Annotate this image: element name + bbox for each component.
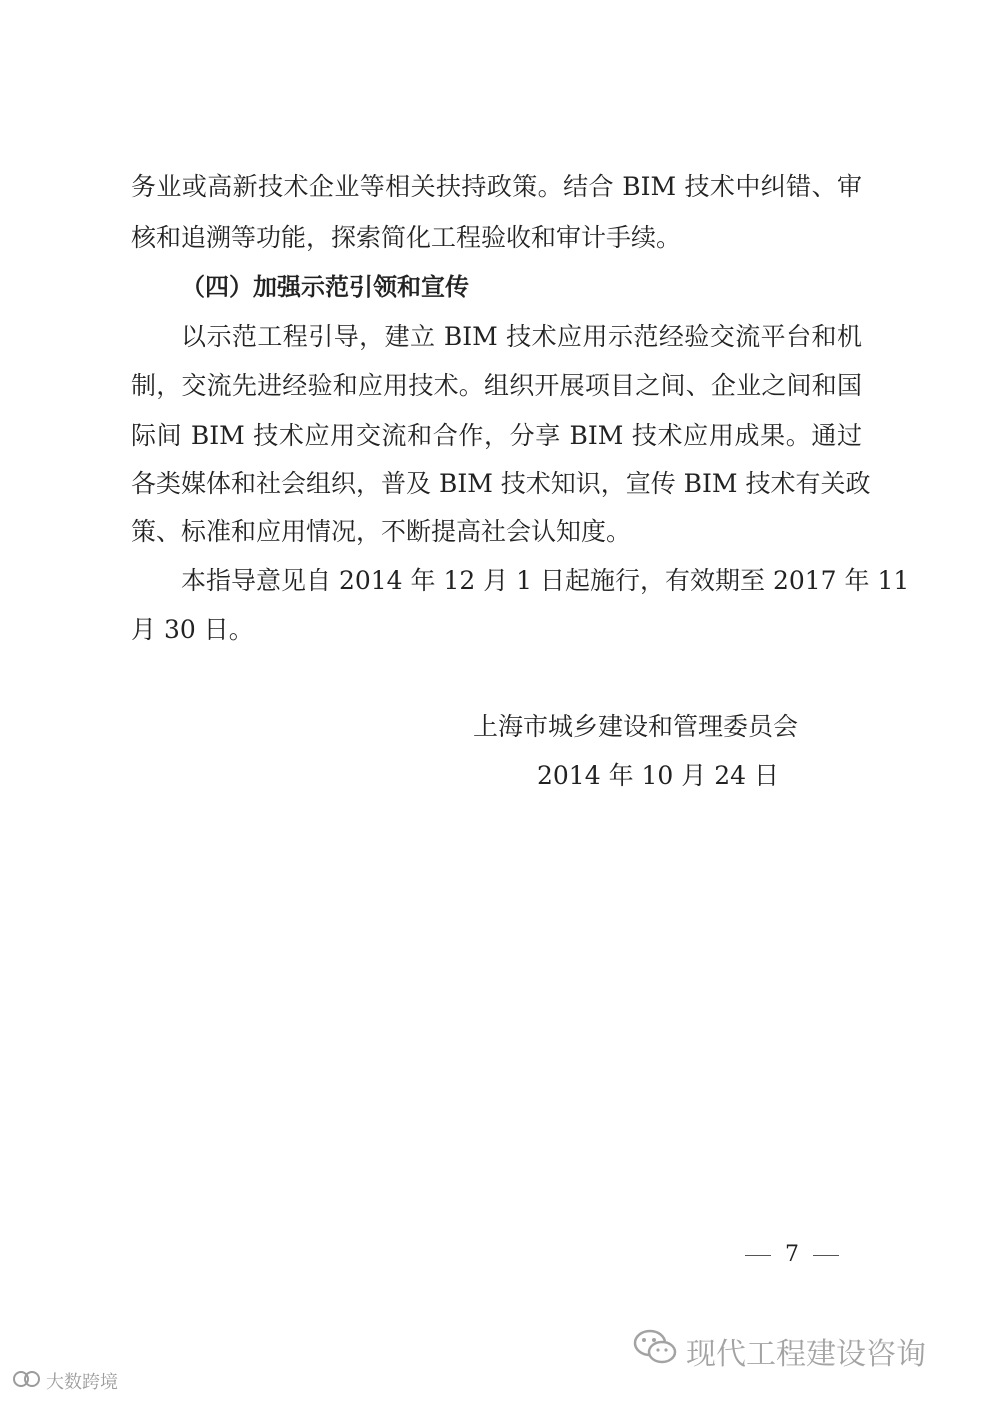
issue-date: 2014 年 10 月 24 日 [537, 761, 779, 790]
issuer-signature: 上海市城乡建设和管理委员会 [473, 712, 799, 741]
body-line: 制，交流先进经验和应用技术。组织开展项目之间、企业之间和国 [131, 371, 862, 400]
watermark-right-text: 现代工程建设咨询 [686, 1337, 926, 1372]
dash-left [745, 1255, 771, 1256]
body-line: 际间 BIM 技术应用交流和合作，分享 BIM 技术应用成果。通过 [131, 421, 862, 450]
watermark-corner [12, 1368, 118, 1394]
dash-right [813, 1255, 839, 1256]
logo-icon [12, 1369, 42, 1394]
body-line: 各类媒体和社会组织，普及 BIM 技术知识，宣传 BIM 技术有关政 [131, 469, 871, 498]
body-line: 策、标准和应用情况，不断提高社会认知度。 [131, 517, 632, 546]
body-line: 月 30 日。 [131, 615, 254, 644]
page-number [745, 1240, 839, 1270]
body-line: 本指导意见自 2014 年 12 月 1 日起施行，有效期至 2017 年 11 [181, 566, 910, 595]
wechat-icon [632, 1327, 678, 1375]
watermark-wechat [632, 1328, 926, 1374]
watermark-left-text: 大数跨境 [46, 1372, 118, 1393]
page-number-value: 7 [785, 1242, 799, 1267]
body-line: 务业或高新技术企业等相关扶持政策。结合 BIM 技术中纠错、审 [131, 172, 862, 201]
body-line: 核和追溯等功能，探索简化工程验收和审计手续。 [131, 223, 682, 252]
section-heading: （四）加强示范引领和宣传 [181, 273, 469, 301]
body-line: 以示范工程引导，建立 BIM 技术应用示范经验交流平台和机 [181, 322, 862, 351]
